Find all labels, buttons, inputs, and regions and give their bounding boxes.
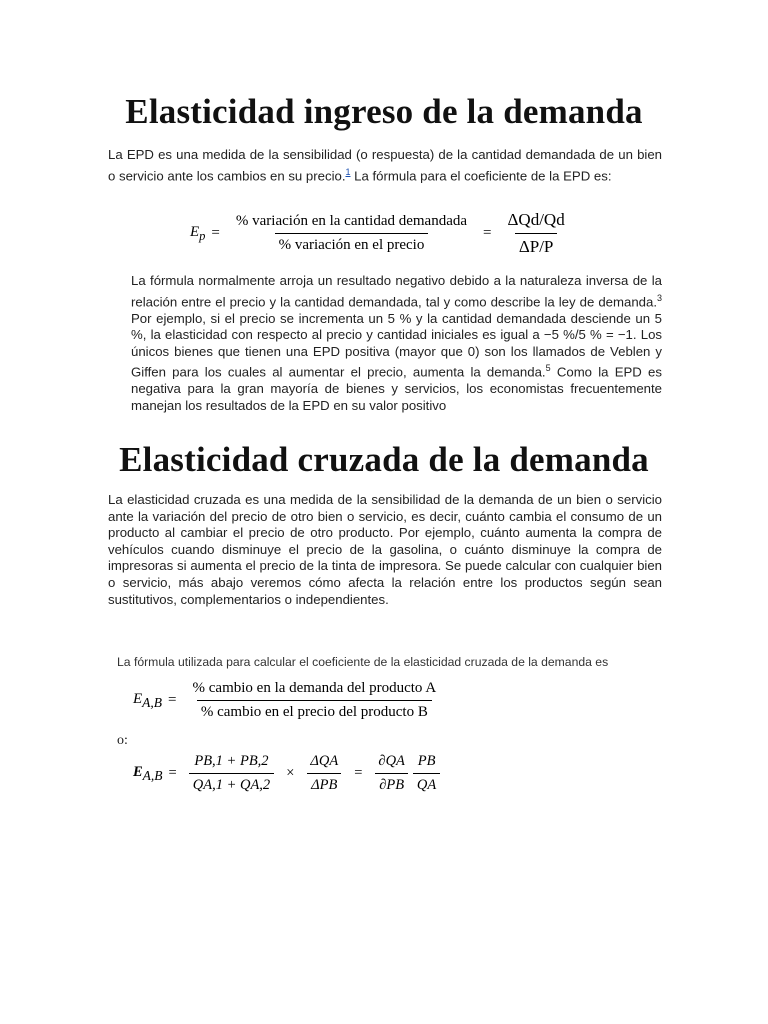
times-sign: × <box>286 765 295 781</box>
fraction-numerator: ΔQd/Qd <box>507 210 565 229</box>
fraction-denominator: ∂PB <box>375 773 408 794</box>
fraction-denominator: ΔPB <box>307 773 341 794</box>
fraction-numerator: % variación en la cantidad demandada <box>235 213 468 229</box>
fraction-denominator: % variación en el precio <box>275 233 429 254</box>
section1-intro <box>108 147 662 185</box>
fraction-percent <box>232 213 471 254</box>
section1-title: Elasticidad ingreso de la demanda <box>125 92 643 131</box>
fraction-denominator: QA <box>413 773 440 794</box>
fraction-numerator: PB <box>417 753 436 769</box>
fraction-numerator: % cambio en la demanda del producto A <box>192 680 437 696</box>
formula-lhs: $E_{A,B}$ <box>133 763 163 783</box>
fraction-partials <box>374 753 409 794</box>
cross-elasticity-formula-alt <box>133 753 446 794</box>
fraction-numerator: ΔQA <box>310 753 339 769</box>
formula-lhs: $E_p$ <box>190 223 206 243</box>
equals-sign: = <box>354 765 363 781</box>
fraction-denominator: ΔP/P <box>515 233 558 257</box>
fraction-percent-change <box>189 680 441 721</box>
footnote-3: 3 <box>656 292 662 303</box>
fraction-numerator: PB,1 + PB,2 <box>194 753 269 769</box>
body-text-3: Como la EPD es negativa para la gran mayoría de bienes y servicios, los economistas frecuentemente manejan los resultados de la EPD en su valor positivo <box>131 364 662 413</box>
footnote-5: 5 <box>545 363 551 374</box>
fraction-denominator: % cambio en el precio del producto B <box>197 700 432 721</box>
epd-formula <box>190 210 575 257</box>
fraction-prices-quantities <box>189 753 274 794</box>
fraction-denominator: QA,1 + QA,2 <box>189 773 274 794</box>
section2-title: Elasticidad cruzada de la demanda <box>119 440 649 479</box>
body-text-1: La fórmula normalmente arroja un resultado negativo debido a la naturaleza inversa de la relación entre el precio y la cantidad demandada, tal y como describe la ley de demanda. <box>131 273 662 309</box>
fraction-delta <box>504 210 569 257</box>
cross-elasticity-formula <box>133 680 446 721</box>
equals-sign: = <box>211 225 220 241</box>
intro-text-a: La EPD es una medida de la sensibilidad (o respuesta) de la cantidad demandada de un bien o servicio ante los cambios en su precio. <box>108 147 662 183</box>
fraction-numerator: ∂QA <box>378 753 405 769</box>
fraction-deltas <box>306 753 342 794</box>
equals-sign: = <box>168 692 177 708</box>
or-label: o: <box>117 733 128 748</box>
body-text-2: Por ejemplo, si el precio se incrementa un 5 % y la cantidad demandada desciende un 5 %, la elasticidad con respecto al precio y cantidad iniciales es igual a −5 %/5 % = −1. Los únicos bienes que tienen una EPD positiva (mayor que 0) son los llamados de Veblen y Giffen para los cuales al aumentar el precio, aumenta la demanda. <box>131 310 662 380</box>
equals-sign: = <box>483 225 492 241</box>
intro-text-b: La fórmula para el coeficiente de la EPD es: <box>350 167 612 183</box>
footnote-link-1[interactable]: 1 <box>345 166 351 177</box>
section1-body <box>131 273 662 415</box>
section2-body: La elasticidad cruzada es una medida de la sensibilidad de la demanda de un bien o servicio ante la variación del precio de otro bien o servicio, es decir, cuánto cambia el consumo de un producto al cambiar el precio de otro producto. Por ejemplo, cuánto aumenta la compra de vehículos cuando disminuye el precio de la gasolina, o cuánto disminuye la compra de impresoras si aumenta el precio de la tinta de impresora. Se puede calcular con cualquier bien o servicio, más abajo veremos cómo afecta la relación entre los productos según sean sustitutivos, complementarios o independientes. <box>108 492 662 607</box>
fraction-ratio <box>413 753 440 794</box>
formula-intro: La fórmula utilizada para calcular el coeficiente de la elasticidad cruzada de la demanda es <box>117 655 609 669</box>
equals-sign: = <box>168 765 177 781</box>
formula-lhs: $E_{A,B}$ <box>133 690 163 710</box>
